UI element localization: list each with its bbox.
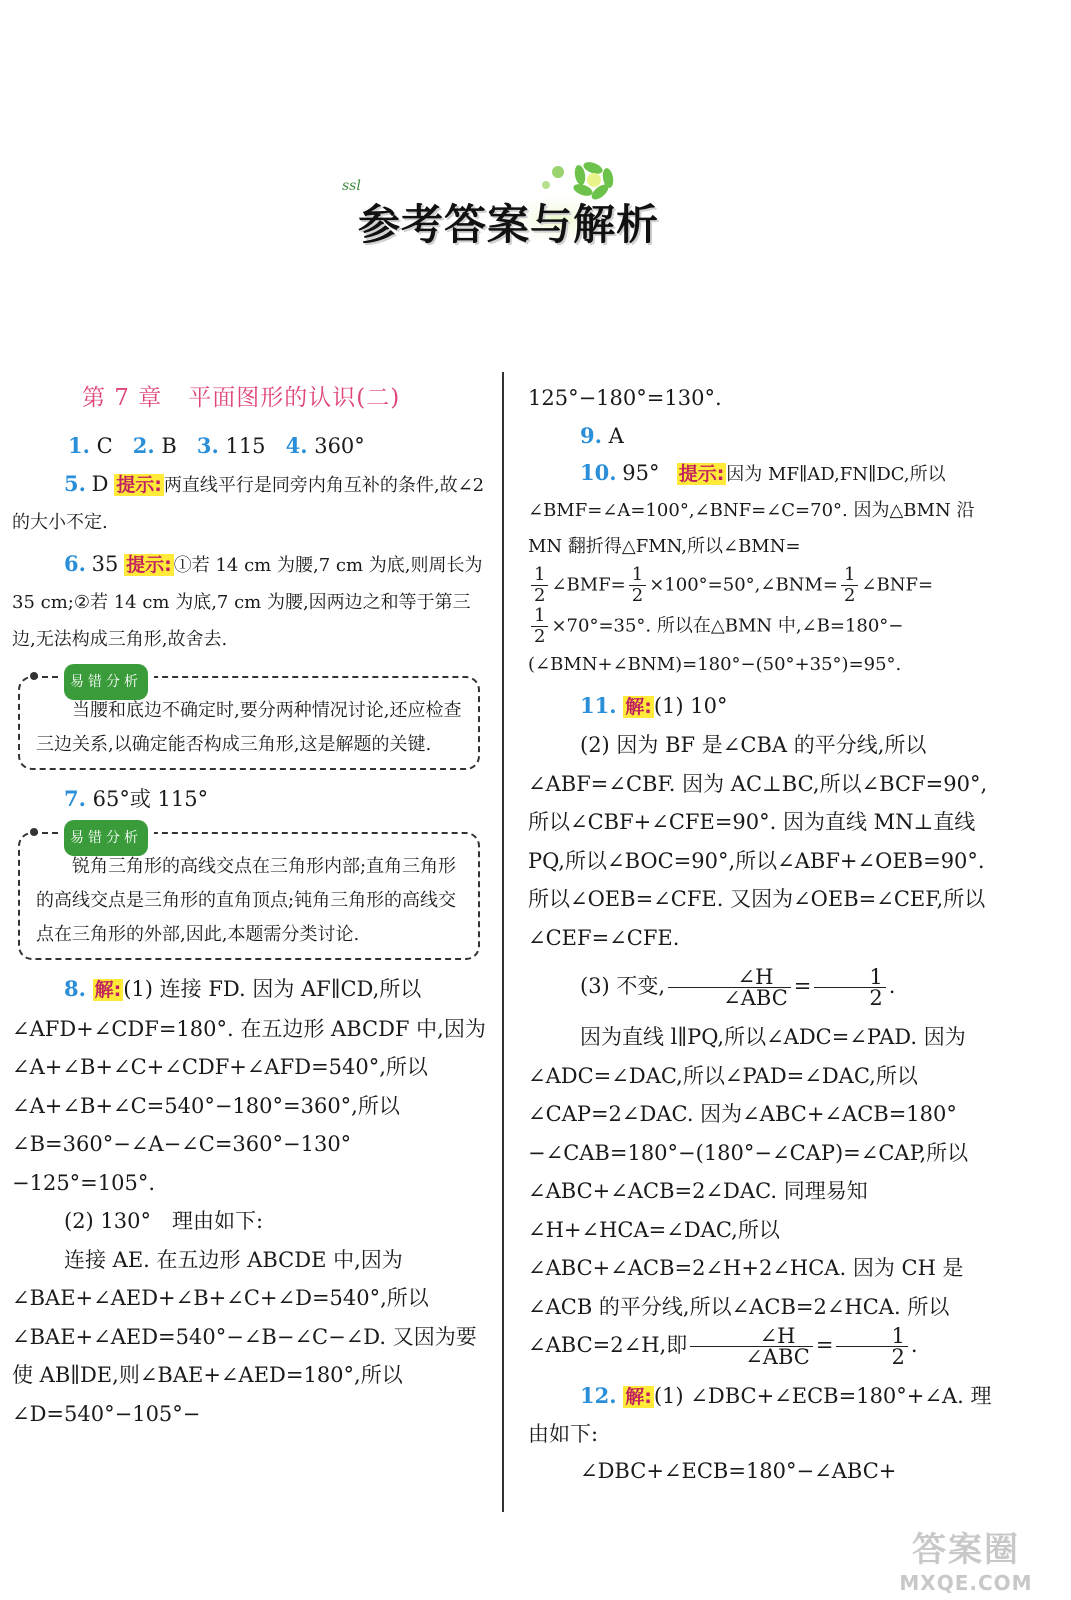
answer-12-part-1: 12. 解:(1) ∠DBC+∠ECB=180°+∠A. 理由如下: <box>528 1383 992 1446</box>
title-banner <box>340 150 720 280</box>
answer-12-part-2: ∠DBC+∠ECB=180°−∠ABC+ <box>580 1459 897 1483</box>
page-title: 参考答案与解析 <box>358 200 660 249</box>
answer-10: 10. 95° 提示: 因为 MF∥AD,FN∥DC,所以∠BMF=∠A=100°,∠BNF=∠C=70°. 因为△BMN 沿 MN 翻折得△FMN,所以∠BMN= $\frac{1}{2}$ ∠BMF= $\frac{1}{2}$ ×100°=50°,∠BNM= $\frac{1}{2}$ ∠BNF= $\frac{1}{2}$ ×70°=35°. 所以在△BMN 中,∠B=180°− (∠BMN+∠BNM)=180°−(50°+35°)=95°. <box>528 460 975 675</box>
answer-11-part-1: 11. 解:(1) 10° <box>580 693 728 718</box>
answer-11-part-3: (3) 不变, $\frac{\angle H}{\text{∠ABC}}$ = $\frac{1}{2}$ . <box>580 965 896 1010</box>
answer-9: 9. A <box>580 423 624 448</box>
sprig-text: ssl <box>342 178 361 194</box>
answer-11-part-4: 因为直线 l∥PQ,所以∠ADC=∠PAD. 因为∠ADC=∠DAC,所以∠PAD=∠DAC,所以∠CAP=2∠DAC. 因为∠ABC+∠ACB=180°−∠CAB=180°−(180°−∠CAP)=∠CAP,所以∠ABC+∠ACB=2∠DAC. 同理易知∠H+∠HCA=∠DAC,所以∠ABC+∠ACB=2∠H+2∠HCA. 因为 CH 是∠ACB 的平分线,所以∠ACB=2∠HCA. 所以∠ABC=2∠H,即 $\frac{\angle H}{\text{∠ABC}}$ = $\frac{1}{2}$ . <box>528 1025 969 1369</box>
answer-5: 5. D 提示: 两直线平行是同旁内角互补的条件,故∠2的大小不定. <box>12 471 485 533</box>
right-column <box>528 380 996 1490</box>
answer-7: 7. 65°或 115° <box>64 786 209 811</box>
watermark-top: 答案圈 <box>912 1530 1020 1570</box>
answer-8-part-2: (2) 130° 理由如下: <box>64 1209 264 1233</box>
chapter-number: 第 7 章 <box>82 385 163 411</box>
error-analysis-label: 易错分析 <box>64 820 148 856</box>
chapter-heading <box>82 380 486 417</box>
watermark-bottom: MXQE.COM <box>899 1571 1033 1595</box>
error-analysis-label: 易错分析 <box>64 664 148 700</box>
error-analysis-box-1 <box>18 676 480 770</box>
answer-8-continued: 125°−180°=130°. <box>528 386 722 410</box>
error-analysis-box-2 <box>18 832 480 960</box>
answer-6: 6. 35 提示: ①若 14 cm 为腰,7 cm 为底,则周长为 35 cm;②若 14 cm 为底,7 cm 为腰,因两边之和等于第三边,无法构成三角形,故舍去. <box>12 551 483 650</box>
error-analysis-text-1: 当腰和底边不确定时,要分两种情况讨论,还应检查三边关系,以确定能否构成三角形,这是解题的关键. <box>36 700 462 755</box>
answer-11-part-2: (2) 因为 BF 是∠CBA 的平分线,所以∠ABF=∠CBF. 因为 AC⊥BC,所以∠BCF=90°,所以∠CBF+∠CFE=90°. 因为直线 MN⊥直线 PQ,所以∠BOC=90°,所以∠ABF+∠OEB=90°. 所以∠OEB=∠CFE. 又因为∠OEB=∠CEF,所以∠CEF=∠CFE. <box>528 733 988 950</box>
error-analysis-text-2: 锐角三角形的高线交点在三角形内部;直角三角形的高线交点是三角形的直角顶点;钝角三角形的高线交点在三角形的外部,因此,本题需分类讨论. <box>36 856 457 945</box>
answer-8-part-3: 连接 AE. 在五边形 ABCDE 中,因为∠BAE+∠AED+∠B+∠C+∠D=540°,所以∠BAE+∠AED=540°−∠B−∠C−∠D. 又因为要使 AB∥DE,则∠BAE+∠AED=180°,所以∠D=540°−105°− <box>12 1247 477 1426</box>
watermark <box>891 1522 1041 1595</box>
column-divider <box>502 372 504 1512</box>
answers-1-4: 1. C 2. B 3. 115 4. 360° <box>68 433 365 458</box>
answer-8-part-1: 8. 解:(1) 连接 FD. 因为 AF∥CD,所以∠AFD+∠CDF=180°. 在五边形 ABCDF 中,因为∠A+∠B+∠C+∠CDF+∠AFD=540°,所以∠A+∠B+∠C=540°−180°=360°,所以∠B=360°−∠A−∠C=360°−130°−125°=105°. <box>12 976 486 1195</box>
chapter-name: 平面图形的认识(二) <box>188 385 401 411</box>
left-column <box>12 380 486 1433</box>
